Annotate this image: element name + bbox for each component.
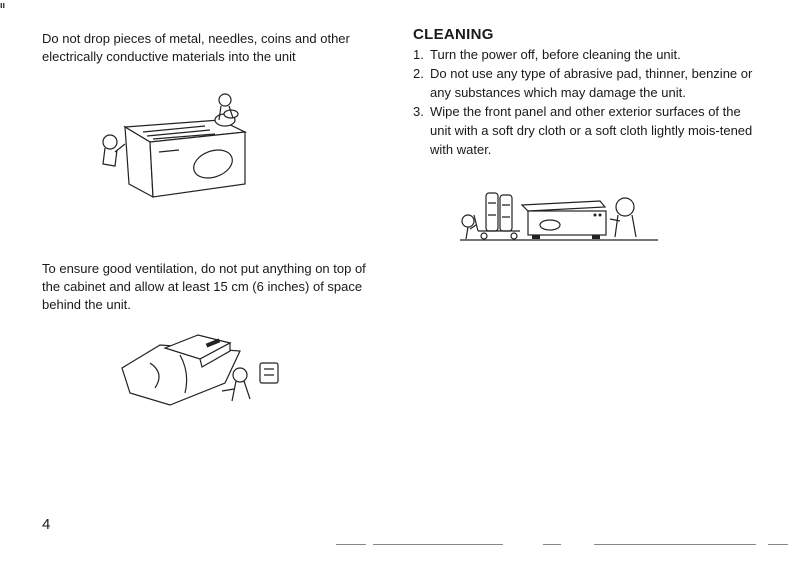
footer-rule <box>373 544 503 545</box>
cleaning-steps-list <box>413 45 763 159</box>
step-text: Do not use any type of abrasive pad, thinner, benzine or any substances which may damage the unit. <box>430 66 753 100</box>
list-item <box>413 45 763 64</box>
warning-ventilation-text: To ensure good ventilation, do not put anything on top of the cabinet and allow at least 15 cm (6 inches) of space behind the unit. <box>42 261 366 312</box>
step-number: 1. <box>413 47 424 62</box>
footer-rule <box>543 544 561 545</box>
corner-mark: ıı <box>0 0 6 10</box>
cleaning-unit-illustration <box>460 185 660 245</box>
page-number: 4 <box>42 516 51 533</box>
footer-rule <box>336 544 366 545</box>
warning-metal-text: Do not drop pieces of metal, needles, coins and other electrically conductive materials into the unit <box>42 31 350 64</box>
list-item <box>413 102 763 159</box>
footer-rule <box>768 544 788 545</box>
step-number: 3. <box>413 104 424 119</box>
step-text: Turn the power off, before cleaning the unit. <box>430 47 681 62</box>
cleaning-heading: CLEANING <box>413 26 494 43</box>
list-item <box>413 64 763 102</box>
footer-rule <box>594 544 756 545</box>
step-text: Wipe the front panel and other exterior surfaces of the unit with a soft dry cloth or a soft cloth lightly mois-tened with water. <box>430 104 753 157</box>
unit-covered-illustration <box>110 333 285 413</box>
unit-with-coins-illustration <box>95 92 255 202</box>
step-number: 2. <box>413 66 424 81</box>
